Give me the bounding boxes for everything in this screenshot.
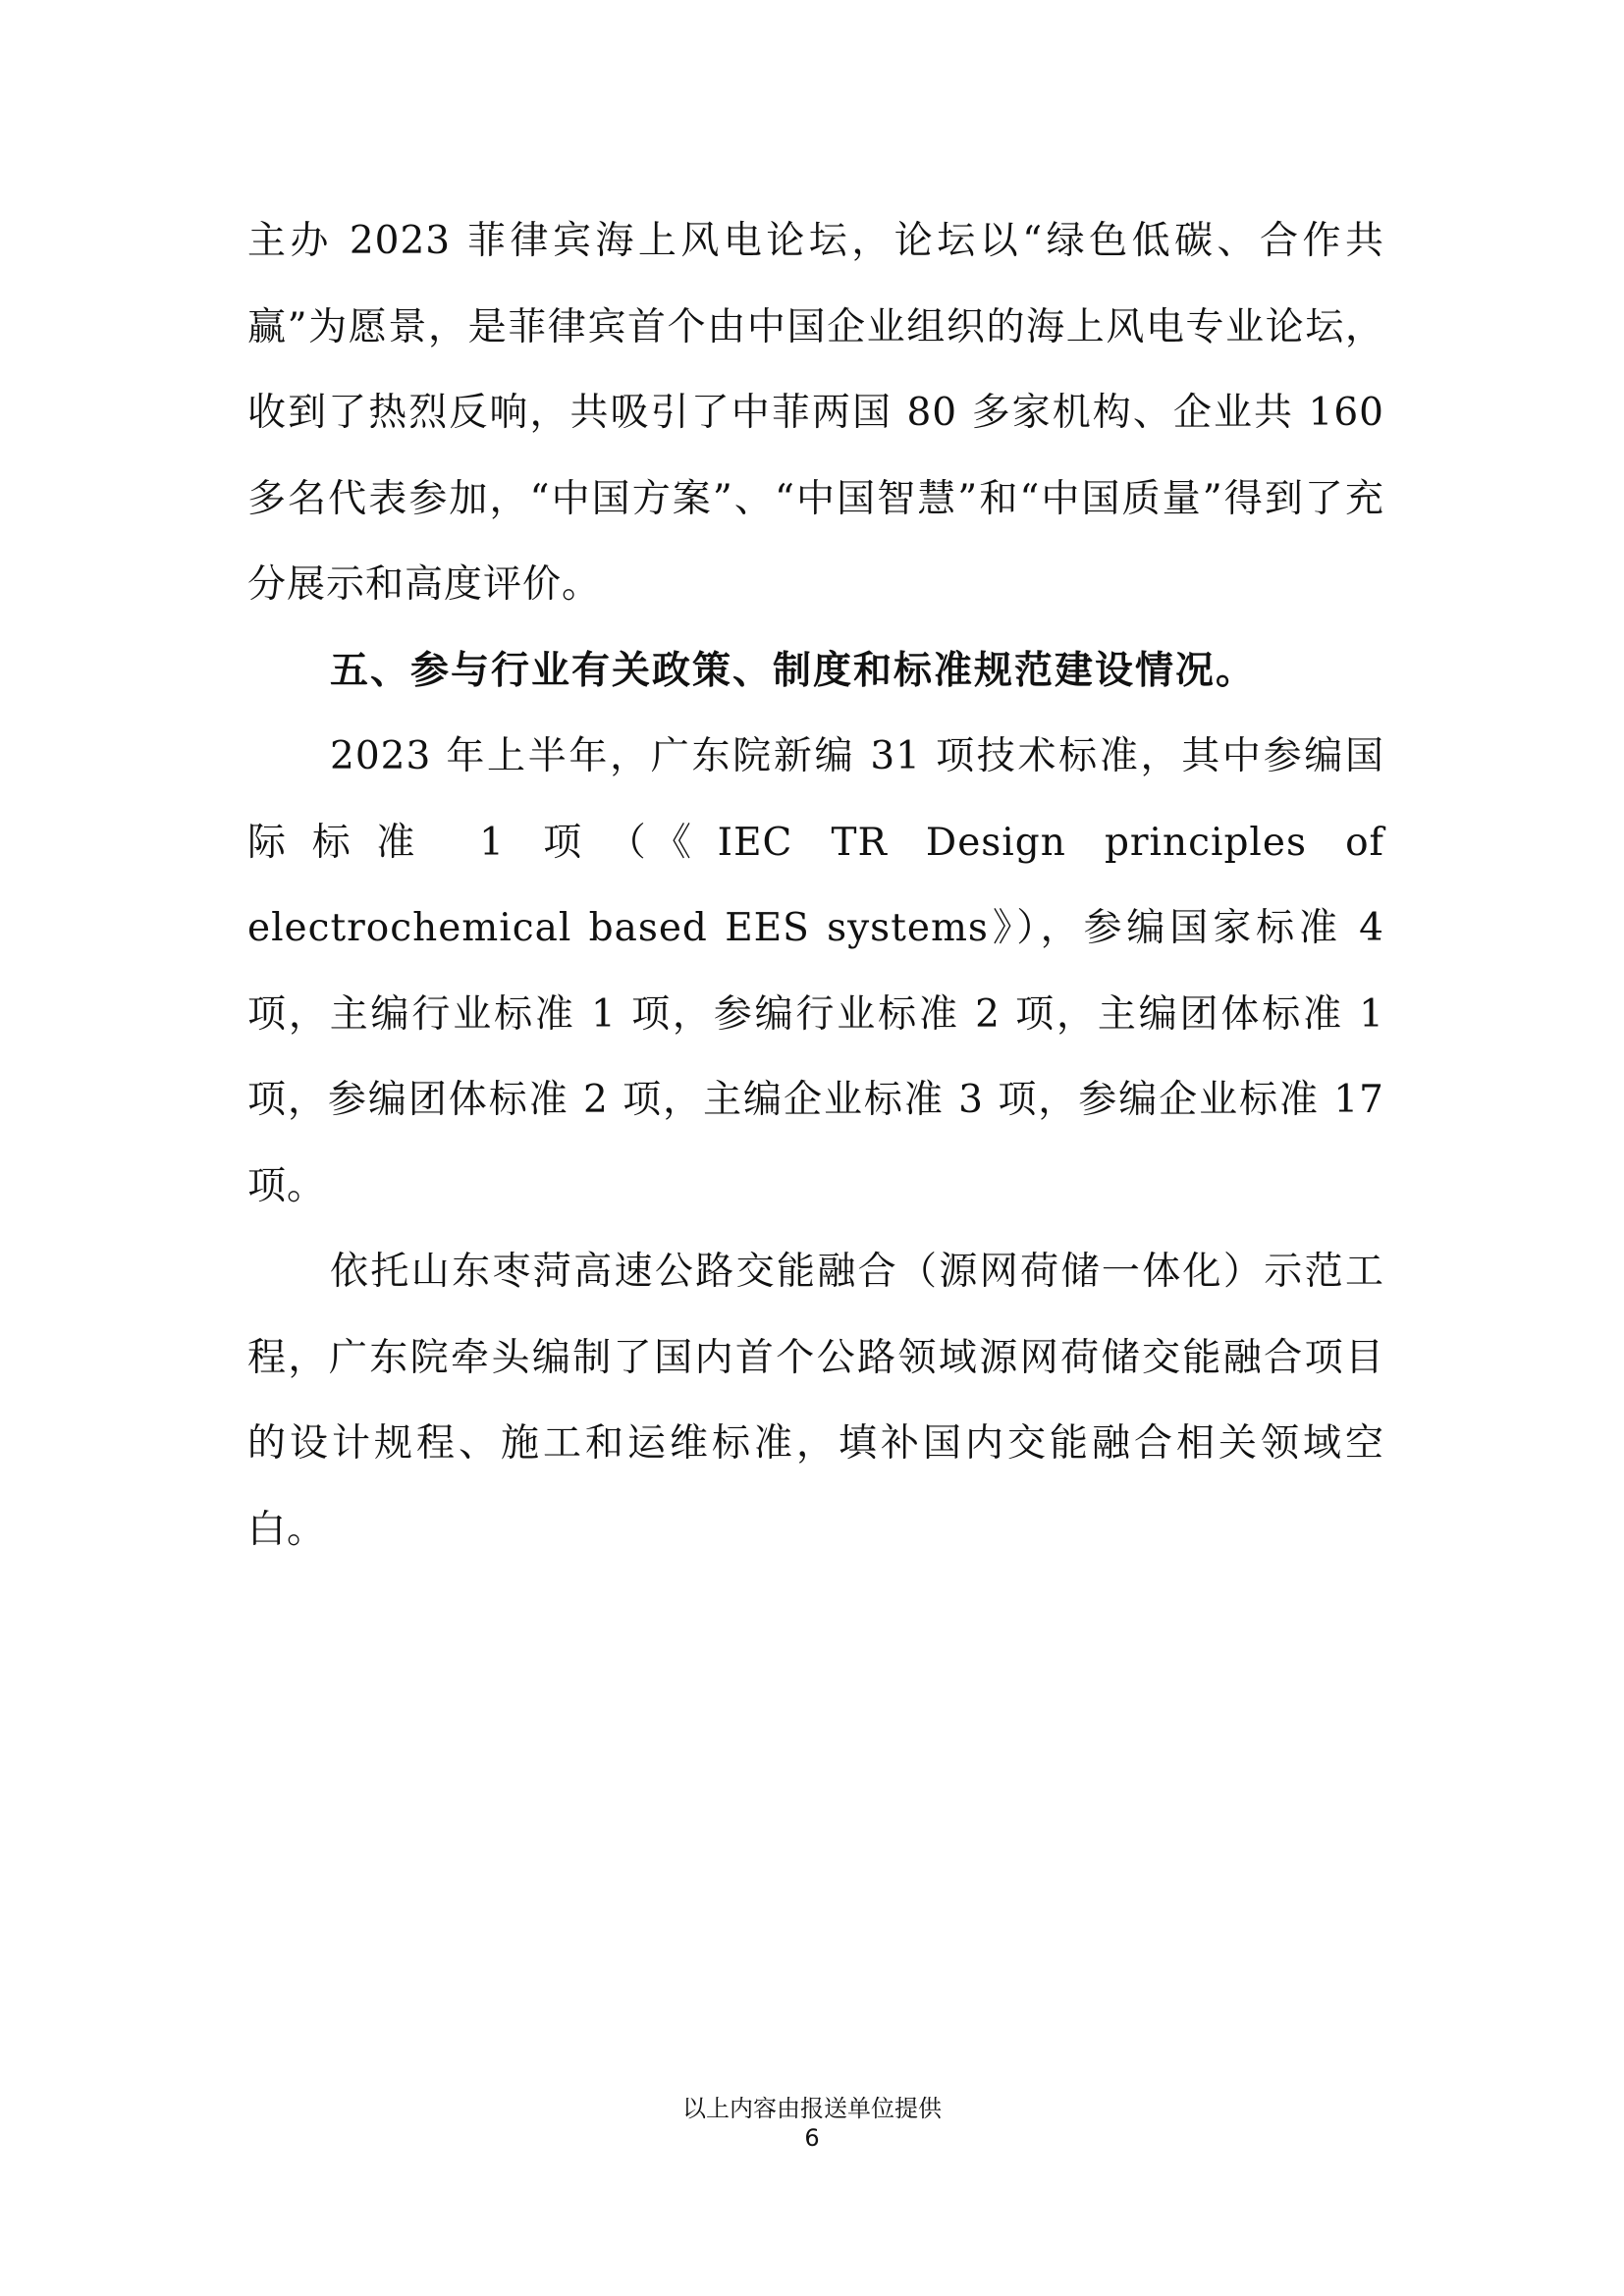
section-heading-5: 五、参与行业有关政策、制度和标准规范建设情况。	[330, 648, 1257, 693]
paragraph-standards: 2023 年上半年，广东院新编 31 项技术标准，其中参编国际标准 1 项（《IEC TR Design principles of electrochemical based EES systems》），参编国家标准 4 项，主编行业标准 1 项，参编行业标准 2 项，主编团体标准 1 项，参编团体标准 2 项，主编企业标准 3 项，参编企业标准 17 项。	[247, 734, 1384, 1208]
page-number: 6	[804, 2124, 820, 2152]
paragraph-demo-project: 依托山东枣菏高速公路交能融合（源网荷储一体化）示范工程，广东院牵头编制了国内首个公路领域源网荷储交能融合项目的设计规程、施工和运维标准，填补国内交能融合相关领域空白。	[247, 1250, 1384, 1552]
footer-note: 以上内容由报送单位提供	[682, 2095, 942, 2122]
paragraph-forum: 主办 2023 菲律宾海上风电论坛，论坛以“绿色低碳、合作共赢”为愿景，是菲律宾首个由中国企业组织的海上风电专业论坛，收到了热烈反响，共吸引了中菲两国 80 多家机构、企业共 160 多名代表参加，“中国方案”、“中国智慧”和“中国质量”得到了充分展示和高度评价。	[247, 219, 1384, 607]
page-body	[247, 198, 1384, 1573]
